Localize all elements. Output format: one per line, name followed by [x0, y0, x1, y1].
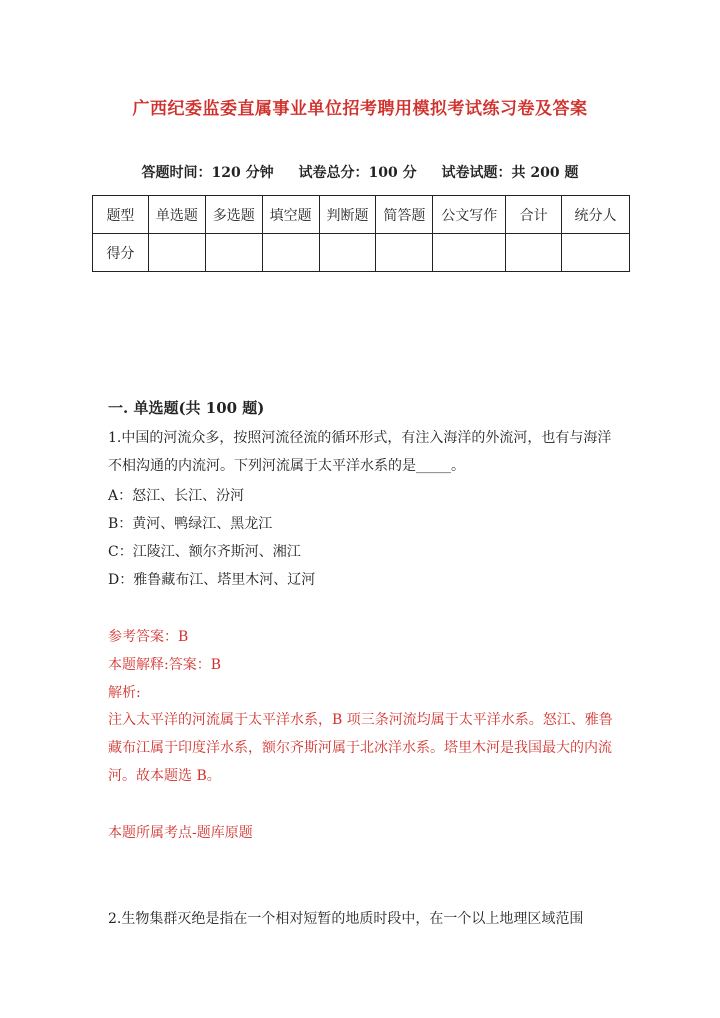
exam-meta	[0, 162, 720, 182]
option-d: D：雅鲁藏布江、塔里木河、辽河	[108, 572, 316, 588]
question-source: 本题所属考点-题库原题	[108, 825, 253, 841]
score-cell	[319, 234, 376, 272]
score-row-label: 得分	[93, 234, 149, 272]
score-cell	[148, 234, 205, 272]
reference-answer: 参考答案：B	[108, 629, 189, 645]
score-table-header: 合计	[506, 196, 562, 234]
score-table-header: 公文写作	[433, 196, 506, 234]
score-cell	[262, 234, 319, 272]
section-heading: 一. 单选题(共 100 题)	[108, 399, 265, 417]
score-table-header-row	[93, 196, 630, 234]
option-b: B：黄河、鸭绿江、黑龙江	[108, 516, 273, 532]
score-cell	[433, 234, 506, 272]
score-table-header: 填空题	[262, 196, 319, 234]
score-table-header: 判断题	[319, 196, 376, 234]
option-a: A：怒江、长江、汾河	[108, 488, 245, 504]
exam-question-count: 试卷试题：共 200 题	[441, 165, 579, 181]
score-cell	[376, 234, 433, 272]
score-table-header: 多选题	[205, 196, 262, 234]
answer-note: 本题解释:答案：B	[108, 657, 222, 673]
question-1-text: 1.中国的河流众多，按照河流径流的循环形式，有注入海洋的外流河，也有与海洋不相沟通的内流河。下列河流属于太平洋水系的是_____。	[108, 430, 612, 474]
score-table-row	[93, 234, 630, 272]
analysis-text: 注入太平洋的河流属于太平洋水系，B 项三条河流均属于太平洋水系。怒江、雅鲁藏布江属于印度洋水系，额尔齐斯河属于北冰洋水系。塔里木河是我国最大的内流河。故本题选 B。	[108, 712, 613, 784]
exam-time: 答题时间：120 分钟	[141, 165, 274, 181]
analysis-label: 解析:	[108, 685, 141, 701]
score-cell	[205, 234, 262, 272]
question-2-text: 2.生物集群灭绝是指在一个相对短暂的地质时段中，在一个以上地理区域范围	[108, 911, 584, 927]
score-table-header: 简答题	[376, 196, 433, 234]
score-cell	[506, 234, 562, 272]
score-table-header: 统分人	[562, 196, 630, 234]
score-table-header: 单选题	[148, 196, 205, 234]
score-cell	[562, 234, 630, 272]
score-table	[92, 195, 630, 272]
option-c: C：江陵江、额尔齐斯河、湘江	[108, 544, 301, 560]
exam-total-score: 试卷总分：100 分	[298, 165, 417, 181]
document-title: 广西纪委监委直属事业单位招考聘用模拟考试练习卷及答案	[132, 99, 588, 119]
score-table-header: 题型	[93, 196, 149, 234]
